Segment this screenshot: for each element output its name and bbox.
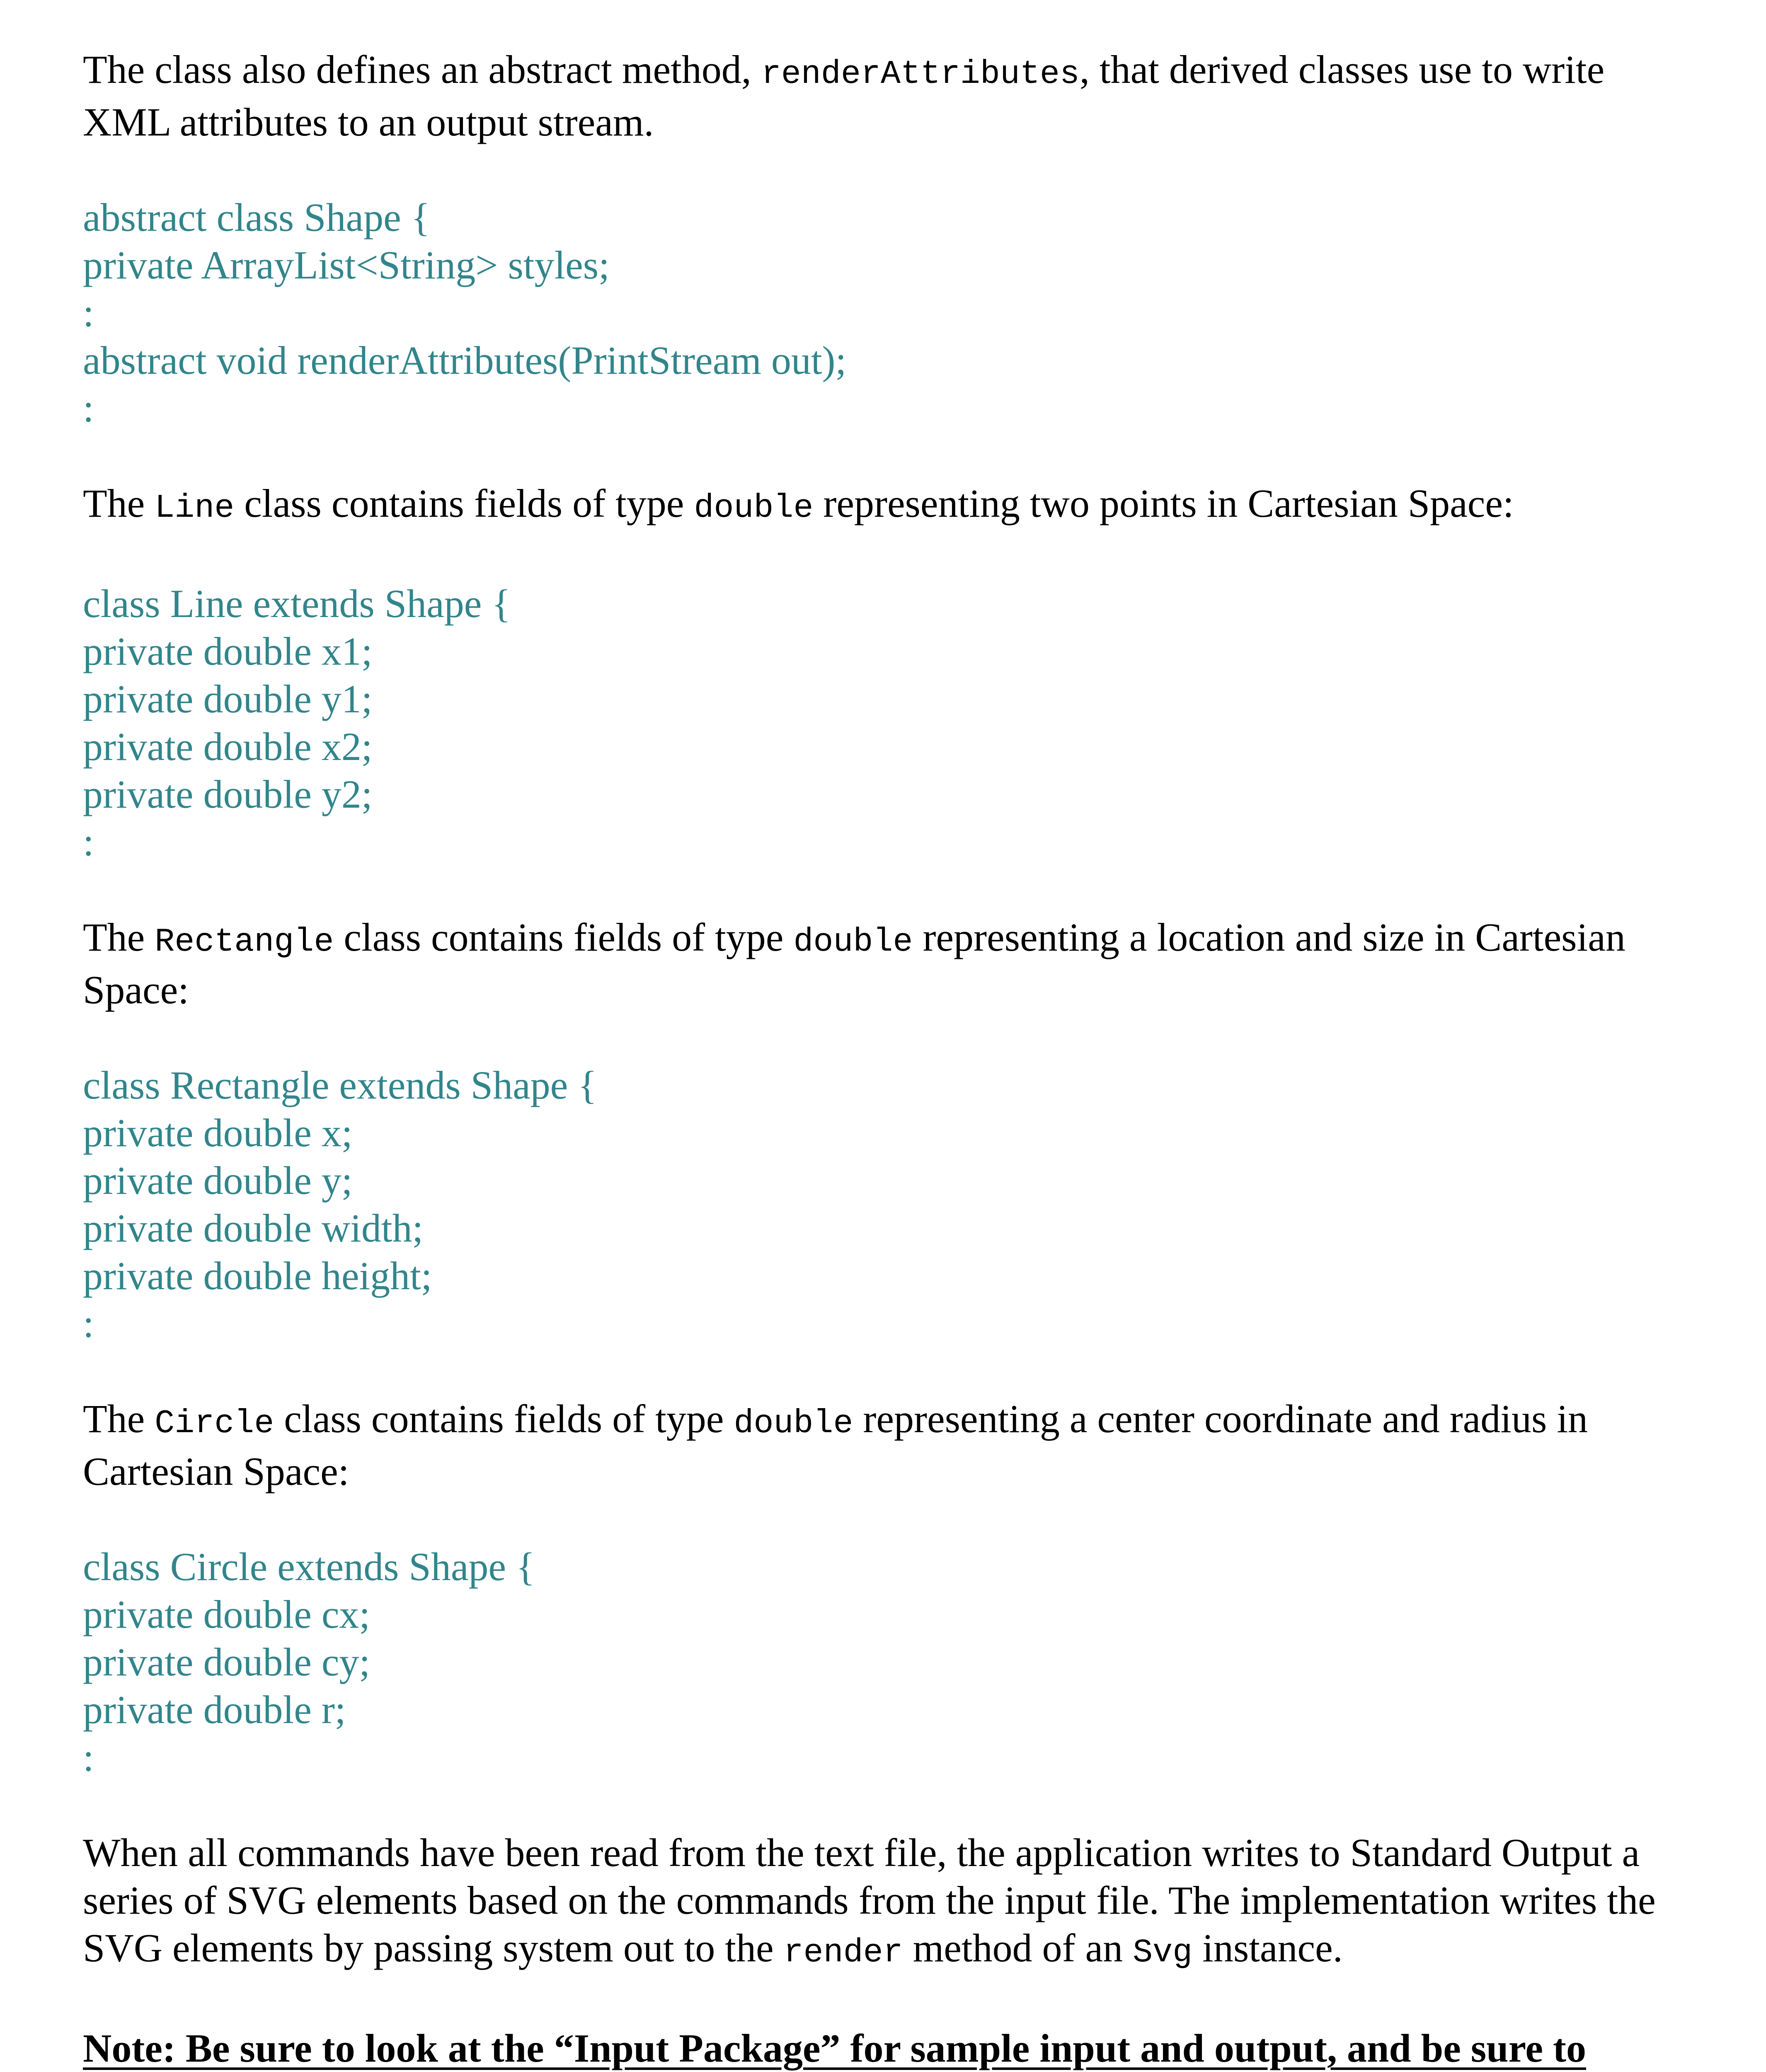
double-term: double — [694, 489, 814, 527]
double-term: double — [734, 1405, 853, 1443]
output-paragraph — [83, 1829, 1699, 1977]
code-line: : — [83, 290, 94, 335]
render-attributes-term: renderAttributes — [761, 56, 1080, 93]
line-para-text: The — [83, 481, 155, 525]
circle-term: Circle — [155, 1405, 274, 1443]
line-para-text: representing two points in Cartesian Space: — [813, 481, 1514, 525]
code-line: private double cx; — [83, 1592, 371, 1636]
code-line: class Circle extends Shape { — [83, 1544, 535, 1589]
line-term: Line — [155, 489, 235, 527]
circle-para-text: The — [83, 1397, 155, 1441]
code-line: : — [83, 1301, 94, 1346]
code-line: private double y; — [83, 1158, 353, 1203]
code-line: class Line extends Shape { — [83, 581, 511, 626]
code-line: private double y1; — [83, 677, 373, 721]
rectangle-term: Rectangle — [155, 923, 334, 961]
output-para-text: When all commands have been read from the text file, the application writes to Standard Output a series of SVG elements based on the commands from the input file. The implementation writes the SVG elements by passing system out to the — [83, 1830, 1656, 1970]
intro-text-after: , that derived classes use to write XML attributes to an output stream. — [83, 47, 1605, 144]
spacer — [83, 1347, 1699, 1395]
intro-paragraph — [83, 46, 1699, 146]
circle-para-text: class contains fields of type — [274, 1397, 734, 1441]
code-line: private double x; — [83, 1111, 353, 1155]
spacer — [83, 1495, 1699, 1543]
circle-class-code — [83, 1543, 1699, 1781]
rect-para-text: The — [83, 915, 155, 959]
output-para-text: instance. — [1192, 1926, 1343, 1970]
spacer — [83, 532, 1699, 580]
rect-para-text: representing a location and size in Cartesian Space: — [83, 915, 1625, 1012]
code-line: private double height; — [83, 1254, 432, 1298]
spacer — [83, 1014, 1699, 1061]
code-line: private double x1; — [83, 629, 373, 673]
code-line: : — [83, 386, 94, 430]
rect-para-text: class contains fields of type — [334, 915, 794, 959]
code-line: abstract void renderAttributes(PrintStream out); — [83, 338, 847, 382]
code-line: private double r; — [83, 1687, 346, 1732]
circle-para-text: representing a center coordinate and radius in Cartesian Space: — [83, 1397, 1588, 1493]
spacer — [83, 1977, 1699, 2024]
code-line: private double cy; — [83, 1640, 371, 1684]
code-line: : — [83, 820, 94, 864]
circle-paragraph — [83, 1395, 1699, 1495]
render-term: render — [783, 1934, 903, 1972]
code-line: : — [83, 1735, 94, 1779]
spacer — [83, 146, 1699, 194]
code-line: class Rectangle extends Shape { — [83, 1063, 597, 1107]
code-line: private double y2; — [83, 772, 373, 816]
note-paragraph: Note: Be sure to look at the “Input Package” for sample input and output, and be sure to — [83, 2026, 1586, 2070]
code-line: private double width; — [83, 1206, 424, 1250]
spacer — [83, 432, 1699, 479]
shape-class-code — [83, 194, 1699, 432]
code-line: abstract class Shape { — [83, 195, 430, 240]
rectangle-class-code — [83, 1061, 1699, 1347]
svg-term: Svg — [1133, 1934, 1193, 1972]
line-para-text: class contains fields of type — [234, 481, 694, 525]
spacer — [83, 866, 1699, 913]
line-class-code — [83, 580, 1699, 866]
spacer — [83, 1781, 1699, 1829]
code-line: private double x2; — [83, 724, 373, 769]
line-paragraph — [83, 479, 1699, 532]
code-line: private ArrayList<String> styles; — [83, 243, 610, 287]
output-para-text: method of an — [903, 1926, 1133, 1970]
rectangle-paragraph — [83, 913, 1699, 1014]
intro-text-before: The class also defines an abstract method, — [83, 47, 761, 92]
double-term: double — [793, 923, 913, 961]
document-page — [83, 46, 1699, 2072]
